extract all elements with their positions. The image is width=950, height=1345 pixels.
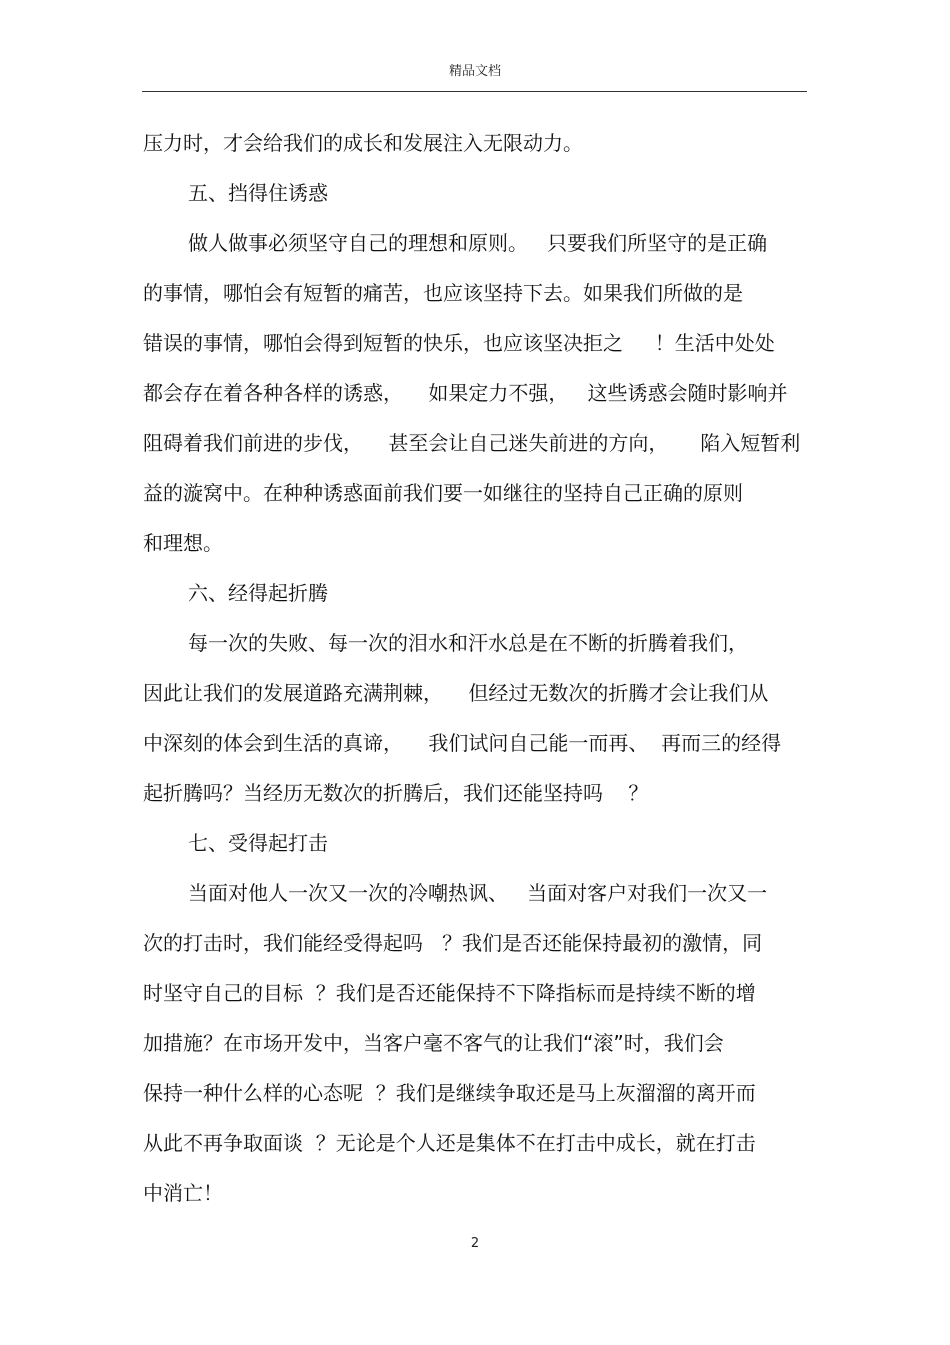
text-line: 时坚守自己的目标 ？我们是否还能保持不下降指标而是持续不断的增 [143,981,756,1005]
page-header: 精品文档 [448,64,501,79]
text-line: 的事情，哪怕会有短暂的痛苦，也应该坚持下去。如果我们所做的是 [143,281,743,305]
text-line: 和理想。 [143,531,223,555]
section-heading: 五、挡得住诱惑 [188,181,328,205]
page-number: 2 [470,1236,480,1251]
text-line: 起折腾吗？当经历无数次的折腾后，我们还能坚持吗 ？ [143,781,649,805]
text-line: 次的打击时，我们能经受得起吗 ？我们是否还能保持最初的激情，同 [143,931,763,955]
text-line: 错误的事情，哪怕会得到短暂的快乐，也应该坚决拒之 ！生活中处处 [143,331,775,355]
text-line: 益的漩窝中。在种种诱惑面前我们要一如继往的坚持自己正确的原则 [143,481,743,505]
text-line: 做人做事必须坚守自己的理想和原则。 只要我们所坚守的是正确 [188,231,768,255]
text-line: 每一次的失败、每一次的泪水和汗水总是在不断的折腾着我们， [188,631,748,655]
text-line: 阻碍着我们前进的步伐， 甚至会让自己迷失前进的方向， 陷入短暂利 [143,431,801,455]
text-line: 中消亡！ [143,1181,223,1205]
text-line: 压力时，才会给我们的成长和发展注入无限动力。 [143,131,583,155]
header-divider [142,91,807,92]
section-heading: 六、经得起折腾 [188,581,328,605]
text-line: 保持一种什么样的心态呢 ？我们是继续争取还是马上灰溜溜的离开而 [143,1081,756,1105]
text-line: 从此不再争取面谈 ？无论是个人还是集体不在打击中成长，就在打击 [143,1131,756,1155]
section-heading: 七、受得起打击 [188,831,328,855]
text-line: 都会存在着各种各样的诱惑， 如果定力不强， 这些诱惑会随时影响并 [143,381,788,405]
text-line: 因此让我们的发展道路充满荆棘， 但经过无数次的折腾才会让我们从 [143,681,769,705]
text-line: 加措施？在市场开发中，当客户毫不客气的让我们“滚”时，我们会 [143,1031,724,1055]
text-line: 中深刻的体会到生活的真谛， 我们试问自己能一而再、 再而三的经得 [143,731,782,755]
text-line: 当面对他人一次又一次的冷嘲热讽、 当面对客户对我们一次又一 [188,881,768,905]
